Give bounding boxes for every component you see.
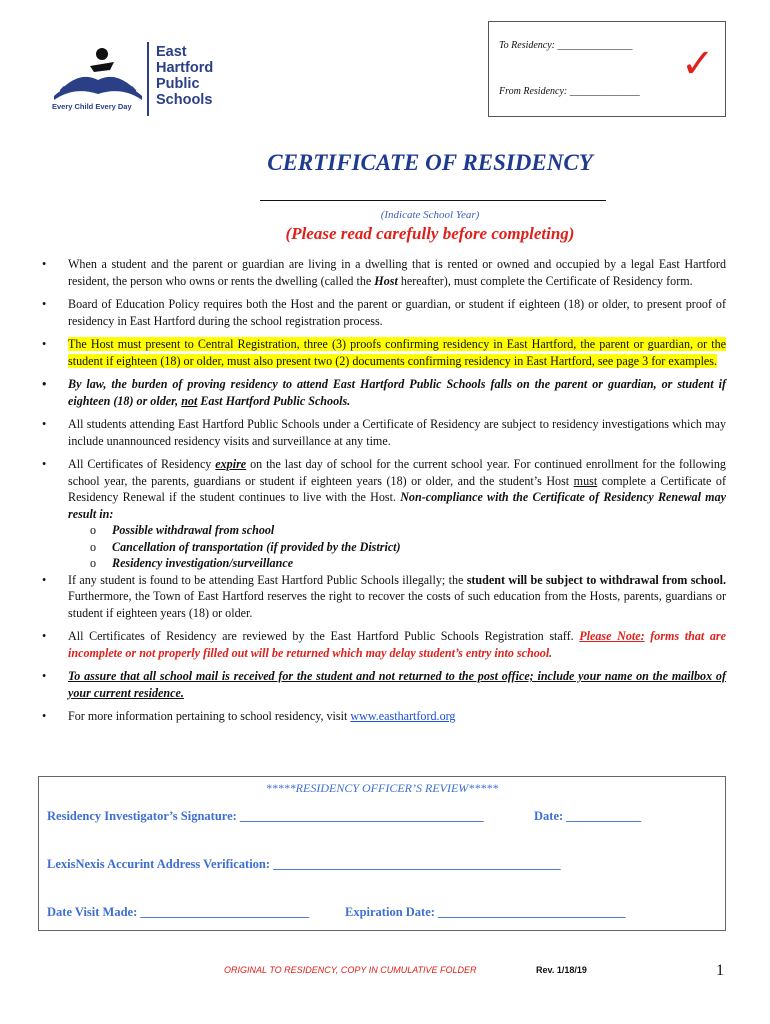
text: on the last day of school for the current school year. For continued enrollment for the following school year, the parents, guardians or student if eighteen years (18) or older, and the student’s Host <box>68 457 726 488</box>
list-item <box>40 376 726 409</box>
non-compliance-text: Non-compliance with the Certificate of Residency Renewal may result in: <box>68 490 726 521</box>
instructions-list <box>40 256 726 732</box>
footer-routing-note: ORIGINAL TO RESIDENCY, COPY IN CUMULATIVE FOLDER <box>224 965 477 975</box>
list-item <box>40 256 726 289</box>
bullet-icon: • <box>42 709 47 723</box>
text: For more information pertaining to school residency, visit <box>68 709 351 723</box>
please-read-note: (Please read carefully before completing) <box>285 224 575 243</box>
text: Board of Education Policy requires both the Host and the parent or guardian, or student if eighteen (18) or older, to present proof of residency in East Hartford during the school registration process. <box>68 297 726 328</box>
text: hereafter), must complete the Certificate of Residency form. <box>397 273 693 288</box>
not-emphasis: not <box>181 393 198 408</box>
list-item <box>40 708 726 725</box>
lexisnexis-verification-field[interactable]: LexisNexis Accurint Address Verification: ______________________________________________ <box>47 857 561 871</box>
bullet-icon: • <box>42 629 47 643</box>
logo-divider <box>147 42 149 116</box>
logo-tagline: Every Child Every Day <box>52 102 132 111</box>
circle-bullet-icon: o <box>90 523 97 537</box>
bullet-icon: • <box>42 337 47 351</box>
review-date-field[interactable]: Date: ____________ <box>534 809 642 823</box>
logo-line-1: East <box>156 44 187 60</box>
bullet-icon: • <box>42 572 47 587</box>
expire-emphasis: expire <box>215 457 247 471</box>
highlighted-text: The Host must present to Central Registration, three (3) proofs confirming residency in East Hartford, the parent or guardian, or the student if eighteen (18) or older, must also present two (2) documents confirming residency in East Hartford, see page 3 for examples. <box>68 337 726 368</box>
list-item <box>40 628 726 661</box>
investigator-signature-field[interactable]: Residency Investigator’s Signature: _______________________________________ <box>47 809 484 823</box>
circle-bullet-icon: o <box>90 539 97 554</box>
list-item <box>40 456 726 572</box>
text: complete a Certificate of Residency Renewal if the student continues to live with the Host. <box>68 473 726 504</box>
circle-bullet-icon: o <box>90 556 97 570</box>
text: Cancellation of transportation (if provided by the District) <box>112 539 401 554</box>
list-item <box>90 522 726 539</box>
school-year-note: (Indicate School Year) <box>380 209 480 221</box>
bullet-icon: • <box>42 257 47 271</box>
from-residency-field[interactable]: From Residency: ______________ <box>499 86 640 97</box>
bullet-icon: • <box>42 297 47 311</box>
review-header: *****RESIDENCY OFFICER’S REVIEW***** <box>265 781 499 795</box>
withdrawal-text: student will be subject to withdrawal from school. <box>466 572 726 587</box>
text: Residency investigation/surveillance <box>112 556 294 570</box>
open-book-logo-icon <box>50 46 146 102</box>
bullet-icon: • <box>42 417 47 431</box>
bullet-icon: • <box>42 457 47 471</box>
school-year-field[interactable] <box>260 200 606 201</box>
please-note-text: forms that are incomplete or not properly filled out will be returned which may delay student’s entry into school. <box>68 629 727 660</box>
text: When a student and the parent or guardian are living in a dwelling that is rented or owned and occupied by a legal East Hartford resident, the person who owns or rents the dwelling (called the <box>68 257 726 288</box>
text: All Certificates of Residency <box>68 457 216 471</box>
logo-text <box>156 44 213 108</box>
list-item <box>40 336 726 369</box>
bullet-icon: • <box>42 377 47 391</box>
website-link[interactable]: www.easthartford.org <box>350 709 456 723</box>
logo-line-4: Schools <box>156 92 213 108</box>
list-item <box>90 539 726 556</box>
please-note-label: Please Note: <box>579 629 645 643</box>
text: By law, the burden of proving residency to attend East Hartford Public Schools falls on the parent or guardian, or student if eighteen (18) or older, <box>68 377 726 408</box>
logo-line-2: Hartford <box>156 60 214 76</box>
text: East Hartford Public Schools. <box>197 393 351 408</box>
page-number: 1 <box>716 962 724 979</box>
list-item <box>40 572 726 622</box>
district-logo <box>50 40 230 120</box>
must-emphasis: must <box>573 473 598 488</box>
list-item <box>40 296 726 329</box>
bullet-icon: • <box>42 669 47 683</box>
mailbox-text: To assure that all school mail is received for the student and not returned to the post office; include your name on the mailbox of your current residence. <box>68 669 726 700</box>
list-item <box>40 668 726 701</box>
logo-line-3: Public <box>156 76 200 92</box>
page-title: CERTIFICATE OF RESIDENCY <box>267 150 593 175</box>
host-term: Host <box>374 273 398 288</box>
list-item <box>40 416 726 449</box>
text: All students attending East Hartford Public Schools under a Certificate of Residency are subject to residency investigations which may include unannounced residency visits and surveillance at any time. <box>68 417 726 448</box>
consequences-list <box>68 522 726 572</box>
text: Furthermore, the Town of East Hartford reserves the right to recover the costs of such education from the Hosts, parents, guardians or student if eighteen years (18) or older. <box>68 589 726 620</box>
text: Possible withdrawal from school <box>112 523 275 537</box>
expiration-date-field[interactable]: Expiration Date: ______________________________ <box>345 905 626 919</box>
text: If any student is found to be attending East Hartford Public Schools illegally; the <box>68 572 467 587</box>
residency-officer-review-box <box>38 776 726 931</box>
list-item <box>90 555 726 572</box>
checkmark-icon: ✓ <box>681 41 715 86</box>
revision-date: Rev. 1/18/19 <box>536 965 587 975</box>
text: All Certificates of Residency are reviewed by the East Hartford Public Schools Registration staff. <box>68 629 580 643</box>
residency-transfer-box <box>488 21 726 117</box>
date-visit-made-field[interactable]: Date Visit Made: ___________________________ <box>47 905 310 919</box>
to-residency-field[interactable]: To Residency: _______________ <box>499 40 633 51</box>
